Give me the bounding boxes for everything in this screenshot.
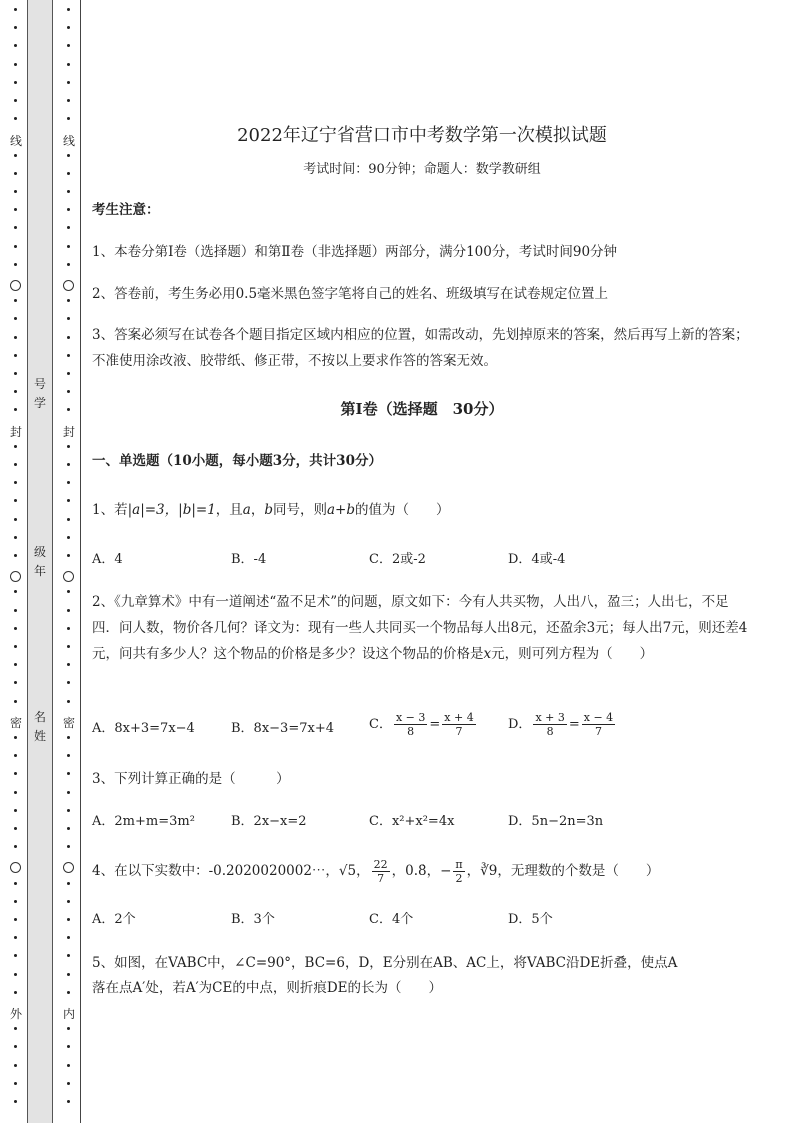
q1-option-c: C．2或-2 xyxy=(369,552,426,567)
dot-mark xyxy=(67,154,70,157)
dot-mark xyxy=(67,354,70,357)
question-5-line-1: 5、如图，在VABC中，∠C=90°，BC=6，D，E分别在AB、AC上，将VABC沿DE折叠，使点A xyxy=(92,955,678,971)
dot-mark xyxy=(14,317,17,320)
q4-sep-1: ， xyxy=(356,863,370,879)
q1-a: a xyxy=(242,502,251,518)
dot-mark xyxy=(67,954,70,957)
dot-mark xyxy=(14,499,17,502)
q4-suffix: ，无理数的个数是（ ） xyxy=(497,863,660,879)
dot-mark xyxy=(14,1064,17,1067)
dot-mark xyxy=(67,809,70,812)
question-4 xyxy=(92,858,752,885)
notice-item-1: 1、本卷分第I卷（选择题）和第Ⅱ卷（非选择题）两部分，满分100分，考试时间90分钟 xyxy=(92,244,618,260)
dot-mark xyxy=(67,700,70,703)
dot-mark xyxy=(67,99,70,102)
dot-mark xyxy=(14,154,17,157)
dot-mark xyxy=(14,554,17,557)
margin-char: 内 xyxy=(62,1007,75,1021)
dot-mark xyxy=(14,226,17,229)
question-1 xyxy=(92,497,752,523)
q4-neg: − xyxy=(440,863,452,879)
notice-item-2: 2、答卷前，考生务必用0.5毫米黑色签字笔将自己的姓名、班级填写在试卷规定位置上 xyxy=(92,286,609,302)
dot-mark xyxy=(67,1064,70,1067)
dot-mark xyxy=(14,8,17,11)
section-title: 第I卷（选择题 30分） xyxy=(340,400,504,418)
info-label-char: 年 xyxy=(33,564,46,578)
dot-mark xyxy=(14,99,17,102)
dot-mark xyxy=(14,809,17,812)
dot-mark xyxy=(67,772,70,775)
dot-mark xyxy=(14,954,17,957)
dot-mark xyxy=(14,645,17,648)
q2-c-num-2: x + 4 xyxy=(444,711,474,724)
question-3: 3、下列计算正确的是（ ） xyxy=(92,771,290,787)
dot-mark xyxy=(67,81,70,84)
q4-fraction-22-7 xyxy=(372,858,390,885)
dot-mark xyxy=(14,372,17,375)
dot-mark xyxy=(67,317,70,320)
q1-option-b: B．-4 xyxy=(231,552,267,567)
dot-mark xyxy=(14,882,17,885)
q1-ab: a+b xyxy=(327,502,356,518)
dot-mark xyxy=(67,336,70,339)
q3-option-b: B．2x−x=2 xyxy=(231,814,307,829)
dot-mark xyxy=(14,336,17,339)
circle-mark xyxy=(10,862,21,873)
q2-c-den-2: 7 xyxy=(455,725,463,738)
q2-d-fraction-2 xyxy=(582,711,615,738)
q1-a-abs: |a|=3， xyxy=(127,502,179,518)
dot-mark xyxy=(14,354,17,357)
margin-char: 线 xyxy=(62,134,75,148)
q4-f-den: 7 xyxy=(377,872,385,885)
q4-option-b: B．3个 xyxy=(231,912,275,927)
dot-mark xyxy=(14,408,17,411)
dot-mark xyxy=(67,645,70,648)
circle-mark xyxy=(63,571,74,582)
dot-mark xyxy=(67,372,70,375)
dot-mark xyxy=(14,518,17,521)
q4-option-d: D．5个 xyxy=(508,912,553,927)
q1-b-abs: |b|=1 xyxy=(178,502,216,518)
dot-mark xyxy=(67,754,70,757)
q2-c-num-1: x − 3 xyxy=(395,711,426,724)
q2-d-den-2: 7 xyxy=(594,725,602,738)
dot-mark xyxy=(67,1045,70,1048)
dot-mark xyxy=(67,44,70,47)
q1-option-d: D．4或-4 xyxy=(508,552,566,567)
part-title: 一、单选题（10小题，每小题3分，共计30分） xyxy=(92,453,382,469)
notice-item-3: 3、答案必须写在试卷各个题目指定区域内相应的位置，如需改动，先划掉原来的答案，然后再写上新的答案；不准使用涂改液、胶带纸、修正带，不按以上要求作答的答案无效。 xyxy=(92,327,749,369)
page-title: 2022年辽宁省营口市中考数学第一次模拟试题 xyxy=(237,125,607,146)
dot-mark xyxy=(67,226,70,229)
dot-mark xyxy=(67,1027,70,1030)
q4-cbrt: ∛9 xyxy=(480,863,498,879)
exam-info: 考试时间：90分钟；命题人：数学教研组 xyxy=(303,162,541,177)
dot-mark xyxy=(14,44,17,47)
q2-text-a: 2、《九章算术》中有一道阐述“盈不足术”的问题，原文如下：今有人共买物，人出八，盈三；人出七，不足四．问人数，物价各几何？译文为：现有一些人共同买一个物品每人出8元，还盈余3元；每人出7元，则还差4元，问共有多少人？这个物品的价格是多少？设这个物品的价格是 xyxy=(92,594,748,662)
question-5-line-2: 落在点A′处，若A′为CE的中点，则折痕DE的长为（ ） xyxy=(92,980,442,996)
dot-mark xyxy=(67,991,70,994)
margin-char: 外 xyxy=(9,1007,22,1021)
dot-mark xyxy=(14,63,17,66)
dot-mark xyxy=(67,463,70,466)
dot-mark xyxy=(14,772,17,775)
dot-mark xyxy=(67,791,70,794)
outer-dotted-column xyxy=(8,0,24,1123)
notice-heading: 考生注意： xyxy=(92,202,160,218)
dot-mark xyxy=(14,445,17,448)
dot-mark xyxy=(67,481,70,484)
q1-prefix: 1、若 xyxy=(92,502,128,518)
dot-mark xyxy=(67,63,70,66)
q2-c-fraction-2 xyxy=(442,711,475,738)
dot-mark xyxy=(67,827,70,830)
dot-mark xyxy=(14,190,17,193)
q1-suffix: 的值为（ ） xyxy=(355,502,450,518)
dot-mark xyxy=(14,390,17,393)
dot-mark xyxy=(67,499,70,502)
dot-mark xyxy=(14,26,17,29)
dot-mark xyxy=(14,1027,17,1030)
circle-mark xyxy=(10,280,21,291)
dot-mark xyxy=(14,681,17,684)
dot-mark xyxy=(67,208,70,211)
dot-mark xyxy=(67,26,70,29)
q4-sep-4: ， xyxy=(466,863,481,879)
q2-option-c xyxy=(369,711,478,738)
q2-option-b: B．8x−3=7x+4 xyxy=(231,721,334,736)
dot-mark xyxy=(67,390,70,393)
q2-text-b: 元，则可列方程为（ ） xyxy=(491,646,654,662)
q1-option-a: A．4 xyxy=(92,552,123,567)
dot-mark xyxy=(67,882,70,885)
dot-mark xyxy=(14,900,17,903)
dot-mark xyxy=(14,736,17,739)
q1-comma: ， xyxy=(250,502,265,518)
dot-mark xyxy=(14,700,17,703)
dot-mark xyxy=(67,973,70,976)
margin-char: 封 xyxy=(9,425,22,439)
dot-mark xyxy=(14,663,17,666)
q4-option-a: A．2个 xyxy=(92,912,136,927)
dot-mark xyxy=(67,117,70,120)
circle-mark xyxy=(63,862,74,873)
q4-pi-num: π xyxy=(455,858,463,871)
dot-mark xyxy=(67,190,70,193)
dot-mark xyxy=(67,663,70,666)
dot-mark xyxy=(14,299,17,302)
dot-mark xyxy=(14,1082,17,1085)
dot-mark xyxy=(67,536,70,539)
info-label-char: 级 xyxy=(33,545,46,559)
dot-mark xyxy=(14,991,17,994)
dot-mark xyxy=(67,627,70,630)
q2-c-eq: = xyxy=(429,717,441,732)
q3-option-d: D．5n−2n=3n xyxy=(508,814,604,829)
dot-mark xyxy=(14,172,17,175)
q4-option-c: C．4个 xyxy=(369,912,414,927)
dot-mark xyxy=(14,590,17,593)
dot-mark xyxy=(14,754,17,757)
dot-mark xyxy=(67,263,70,266)
dot-mark xyxy=(67,681,70,684)
dot-mark xyxy=(67,445,70,448)
dot-mark xyxy=(67,172,70,175)
dot-mark xyxy=(67,936,70,939)
dot-mark xyxy=(67,245,70,248)
dot-mark xyxy=(14,536,17,539)
margin-char: 密 xyxy=(62,716,75,730)
circle-mark xyxy=(10,571,21,582)
margin-char: 线 xyxy=(9,134,22,148)
margin-char: 密 xyxy=(9,716,22,730)
dot-mark xyxy=(14,627,17,630)
dot-mark xyxy=(67,518,70,521)
q2-d-den-1: 8 xyxy=(546,725,554,738)
q4-f-num: 22 xyxy=(373,858,388,871)
q3-option-a: A．2m+m=3m² xyxy=(92,814,195,829)
q2-c-label: C． xyxy=(369,717,392,732)
dot-mark xyxy=(67,408,70,411)
q2-d-label: D． xyxy=(508,717,532,732)
q4-sep-3: ， xyxy=(426,863,441,879)
q4-dec: 0.8̇ xyxy=(405,863,427,879)
q1-b: b xyxy=(264,502,273,518)
q4-pi-den: 2 xyxy=(455,872,463,885)
dot-mark xyxy=(14,481,17,484)
dot-mark xyxy=(67,736,70,739)
q2-option-a: A．8x+3=7x−4 xyxy=(92,721,195,736)
dot-mark xyxy=(67,900,70,903)
dot-mark xyxy=(67,299,70,302)
dot-mark xyxy=(67,845,70,848)
dot-mark xyxy=(14,936,17,939)
info-label-char: 姓 xyxy=(33,729,46,743)
dot-mark xyxy=(14,1045,17,1048)
q4-sep-2: ， xyxy=(391,863,406,879)
q2-c-fraction-1 xyxy=(394,711,427,738)
dot-mark xyxy=(14,973,17,976)
inner-dotted-column xyxy=(61,0,77,1123)
dot-mark xyxy=(14,827,17,830)
dot-mark xyxy=(14,845,17,848)
q1-same: 同号，则 xyxy=(273,502,327,518)
circle-mark xyxy=(63,280,74,291)
q2-c-den-1: 8 xyxy=(407,725,415,738)
dot-mark xyxy=(14,463,17,466)
dot-mark xyxy=(67,590,70,593)
info-label-char: 号 xyxy=(33,377,46,391)
question-2 xyxy=(92,589,752,667)
q2-d-num-2: x − 4 xyxy=(583,711,614,724)
dot-mark xyxy=(14,1100,17,1103)
q1-mid: ，且 xyxy=(215,502,243,518)
binding-line xyxy=(80,0,81,1123)
dot-mark xyxy=(14,208,17,211)
dot-mark xyxy=(67,918,70,921)
dot-mark xyxy=(14,918,17,921)
q2-d-fraction-1 xyxy=(533,711,566,738)
dot-mark xyxy=(67,554,70,557)
dot-mark xyxy=(14,263,17,266)
q4-prefix: 4、在以下实数中：-0.2020020002⋯， xyxy=(92,863,339,879)
q4-sqrt5: √5 xyxy=(338,863,357,879)
info-label-char: 名 xyxy=(33,710,46,724)
q3-option-c: C．x²+x²=4x xyxy=(369,814,455,829)
q2-d-num-1: x + 3 xyxy=(535,711,565,724)
dot-mark xyxy=(67,1100,70,1103)
dot-mark xyxy=(14,81,17,84)
dot-mark xyxy=(14,245,17,248)
dot-mark xyxy=(67,8,70,11)
dot-mark xyxy=(67,1082,70,1085)
dot-mark xyxy=(14,609,17,612)
dot-mark xyxy=(14,791,17,794)
q4-fraction-pi-2 xyxy=(453,858,464,885)
dot-mark xyxy=(14,117,17,120)
margin-char: 封 xyxy=(62,425,75,439)
dot-mark xyxy=(67,609,70,612)
info-label-char: 学 xyxy=(33,396,46,410)
q2-option-d xyxy=(508,711,617,738)
binding-margin xyxy=(0,0,84,1123)
q2-var-x: x xyxy=(483,646,492,662)
q2-d-eq: = xyxy=(568,717,580,732)
